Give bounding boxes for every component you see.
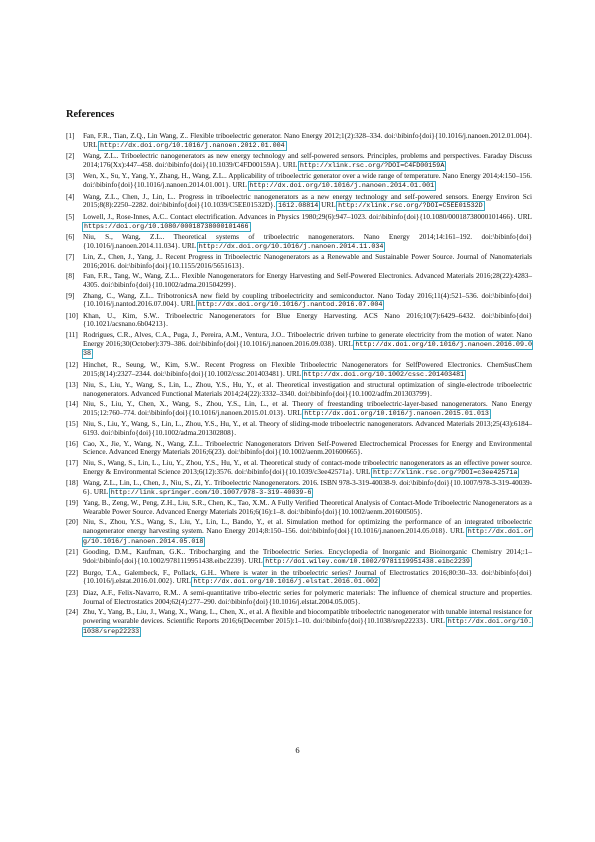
reference-item (66, 312, 532, 330)
reference-text: Rodrigues, C.R., Alves, C.A., Puga, J., Pereira, A.M., Ventura, J.O.. Triboelectric driven turbine to generate electricity from the motion of water. Nano Energy 2016;30(October):379–386. doi:\bibinfo{doi}{10.1016/j.nanoen.2016.09.038}. URL (83, 330, 532, 348)
reference-item (66, 331, 532, 359)
reference-url-link[interactable]: http://dx.doi.org/10.1016/j.nanoen.2015.01.013 (304, 410, 489, 419)
reference-item (66, 193, 532, 212)
reference-item (66, 172, 532, 191)
reference-url-link[interactable]: http://xlink.rsc.org/?DOI=C4FD00159A (299, 161, 445, 170)
reference-text: Wen, X., Su, Y., Yang, Y., Zhang, H., Wang, Z.L.. Applicability of triboelectric generator over a wide range of temperature. Nano Energy 2014;4:150–156. doi:\bibinfo{doi}{10.1016/j.nanoen.2014.01.001}. URL (83, 172, 532, 190)
reference-url-link[interactable]: http://dx.doi.org/10.1016/j.nanoen.2012.01.004 (100, 141, 285, 150)
reference-url-link[interactable]: 1612.08814 (278, 202, 319, 211)
reference-text: Burgo, T.A., Galembeck, F., Pollack, G.H.. Where is water in the triboelectric series? Journal of Electrostatics 2016;80:30–33. doi:\bibinfo{doi}{10.1016/j.elstat.2016.01.002}. URL (83, 568, 532, 586)
reference-number: [11] (66, 330, 78, 339)
reference-text: Gooding, D.M., Kaufman, G.K.. Tribocharging and the Triboelectric Series. Encyclopedia of Inorganic and Bioinorganic Chemistry 2014;:1–9doi:\bibinfo{doi}{10.1002/9781119951438.eibc2239}. URL (83, 548, 532, 566)
reference-item (66, 459, 532, 478)
reference-number: [4] (66, 192, 75, 201)
reference-item (66, 292, 532, 311)
reference-item (66, 233, 532, 252)
reference-item (66, 152, 532, 171)
reference-url-link[interactable]: http://dx.doi.org/10.1016/j.elstat.2016.01.002 (193, 578, 379, 587)
reference-number: [13] (66, 381, 79, 390)
reference-text: Wang, Z.L., Lin, L., Chen, J., Niu, S., Zi, Y.. Triboelectric Nanogenerators. 2016. ISBN 978-3-319-40038-9. doi:\bibinfo{doi}{10.1007/978-3-319-40039-6}. URL (83, 478, 532, 496)
reference-text: Fan, F.R., Tang, W., Wang, Z.L.. Flexible Nanogenerators for Energy Harvesting and Self-Powered Electronics. Advanced Materials 2016;28(22):4283–4305. doi:\bibinfo{doi}{10.1002/adma.201504299}. (83, 272, 532, 290)
reference-item (66, 132, 532, 151)
reference-number: [1] (66, 132, 75, 140)
reference-number: [7] (66, 253, 75, 262)
reference-number: [5] (66, 212, 75, 221)
reference-text: Niu, S., Wang, Z.L.. Theoretical systems of triboelectric nanogenerators. Nano Energy 2014;14:161–192. doi:\bibinfo{doi}{10.1016/j.nanoen.2014.11.034}. URL (83, 232, 532, 250)
reference-url-link[interactable]: http://xlink.rsc.org/?DOI=C5EE01532D (338, 202, 483, 211)
reference-text: Yang, B., Zeng, W., Peng, Z.H., Liu, S.R., Chen, K., Tao, X.M.. A Fully Verified Theoretical Analysis of Contact-Mode Triboelectric Nanogenerators as a Wearable Power Source. Advanced Energy Materials 2016;6(16):1–8. doi:\bibinfo{doi}{10.1002/aenm.201600505}. (83, 499, 532, 516)
reference-number: [8] (66, 272, 75, 281)
reference-url-link[interactable]: http://dx.doi.org/10.1002/cssc.201403481 (303, 370, 465, 379)
reference-item (66, 420, 532, 438)
reference-text: Niu, S., Liu, Y., Wang, S., Lin, L., Zhou, Y.S., Hu, Y., et al. Theory of sliding-mode triboelectric nanogenerators. Advanced Materials 2013;25(43):6184–6193. doi:\bibinfo{doi}{10.1002/adma.201302808}. (83, 420, 532, 438)
reference-text: Lowell, J., Rose-Innes, A.C.. Contact electrification. Advances in Physics 1980;29(6):947–1023. doi:\bibinfo{doi}{10.1080/00018738000101466}. URL (83, 212, 532, 221)
reference-number: [14] (66, 400, 79, 409)
references-heading: References (66, 109, 115, 120)
reference-text: Cao, X., Jie, Y., Wang, N., Wang, Z.L.. Triboelectric Nanogenerators Driven Self-Powered Electrochemical Processes for Energy and Environmental Science. Advanced Energy Materials 2016;6(23). doi:\bibinfo{doi}{10.1002/aenm.201600665}. (83, 439, 532, 457)
reference-number: [9] (66, 291, 75, 300)
reference-list (66, 132, 532, 636)
reference-item (66, 499, 532, 517)
reference-item (66, 381, 532, 399)
reference-text: Wang, Z.L.. Triboelectric nanogenerators as new energy technology and self-powered sensors. Principles, problems and perspectives. Faraday Discuss 2014;176(Xx):447–458. doi:\bibinfo{doi}{10.1039/C4FD00159A}. URL (83, 152, 532, 169)
reference-text-after: URL (319, 201, 338, 210)
reference-url-link[interactable]: http://dx.doi.org/10.1016/j.nanoen.2014.01.001 (249, 182, 435, 191)
reference-text: Hinchet, R., Seung, W., Kim, S.W.. Recent Progress on Flexible Triboelectric Nanogenerators for SelfPowered Electronics. ChemSusChem 2015;8(14):2327–2344. doi:\bibinfo{doi}{10.1002/cssc.201403481}. URL (83, 360, 532, 378)
reference-text: Lin, Z., Chen, J., Yang, J.. Recent Progress in Triboelectric Nanogenerators as a Renewable and Sustainable Power Source. Journal of Nanomaterials 2016;2016. doi:\bibinfo{doi}{10.1155/2016/5651613}. (83, 253, 532, 270)
reference-text: Fan, F.R., Tian, Z.Q., Lin Wang, Z.. Flexible triboelectric generator. Nano Energy 2012;1(2):328–334. doi:\bibinfo{doi}{10.1016/j.nanoen.2012.01.004}. URL (83, 132, 532, 149)
reference-url-link[interactable]: http://link.springer.com/10.1007/978-3-319-40039-6 (110, 488, 312, 497)
reference-item (66, 440, 532, 458)
reference-number: [16] (66, 439, 79, 448)
reference-url-link[interactable]: http://dx.doi.org/10.1016/j.nantod.2016.07.004 (197, 301, 383, 310)
reference-number: [3] (66, 172, 75, 181)
reference-url-link[interactable]: http://dx.doi.org/10.1016/j.nanoen.2014.05.018 (83, 528, 532, 546)
reference-text: Niu, S., Liu, Y., Chen, X., Wang, S., Zhou, Y.S., Lin, L., et al. Theory of freestanding triboelectric-layer-based nanogenerators. Nano Energy 2015;12:760–774. doi:\bibinfo{doi}{10.1016/j.nanoen.2015.01.013}. URL (83, 400, 532, 418)
reference-url-link[interactable]: http://dx.doi.org/10.1016/j.nanoen.2016.09.038 (83, 340, 532, 359)
reference-number: [12] (66, 360, 79, 369)
reference-url-link[interactable]: http://dx.doi.org/10.1016/j.nanoen.2014.11.034 (198, 242, 384, 251)
reference-url-link[interactable]: https://doi.org/10.1080/00018738000101466 (84, 222, 249, 231)
reference-item (66, 400, 532, 419)
reference-item (66, 479, 532, 498)
reference-number: [18] (66, 478, 79, 487)
reference-item (66, 589, 532, 607)
reference-number: [17] (66, 458, 79, 467)
reference-item (66, 548, 532, 567)
reference-item (66, 518, 532, 546)
reference-text: Zhang, C., Wang, Z.L.. TribotronicsA new field by coupling triboelectricity and semiconductor. Nano Today 2016;11(4):521–536. doi:\bibinfo{doi}{10.1016/j.nantod.2016.07.004}. URL (83, 291, 532, 309)
reference-text: Niu, S., Liu, Y., Wang, S., Lin, L., Zhou, Y.S., Hu, Y., et al. Theoretical investigation and structural optimization of single-electrode triboelectric nanogenerators. Advanced Functional Materials 2014;24(22):3332–3340. doi:\bibinfo{doi}{10.1002/adfm.201303799}. (83, 381, 532, 398)
reference-number: [21] (66, 548, 79, 557)
reference-url-link[interactable]: http://dx.doi.org/10.1038/srep22233 (83, 617, 532, 636)
reference-number: [10] (66, 311, 79, 320)
page-number: 6 (295, 745, 300, 755)
reference-text: Khan, U., Kim, S.W.. Triboelectric Nanogenerators for Blue Energy Harvesting. ACS Nano 2016;10(7):6429–6432. doi:\bibinfo{doi}{10.1021/acsnano.6b04213}. (83, 311, 532, 329)
reference-item (66, 569, 532, 588)
reference-item (66, 213, 532, 232)
reference-url-link[interactable]: http://doi.wiley.com/10.1002/9781119951438.eibc2239 (265, 558, 470, 567)
reference-text: Niu, S., Zhou, Y.S., Wang, S., Liu, Y., Lin, L., Bando, Y., et al. Simulation method for optimizing the performance of an integrated triboelectric nanogenerator energy harvesting system. Nano Energy 2014;8:150–156. doi:\bibinfo{doi}{10.1016/j.nanoen.2014.05.018}. URL (83, 518, 532, 536)
references-section (66, 109, 532, 638)
reference-text: Wang, Z.L., Chen, J., Lin, L.. Progress in triboelectric nanogenerators as a new energy technology and self-powered sensors. Energy Environ Sci 2015;8(8):2250–2282. doi:\bibinfo{doi}{10.1039/C5EE01532D}. (83, 192, 532, 210)
reference-item (66, 608, 532, 636)
reference-number: [15] (66, 420, 79, 429)
reference-item (66, 272, 532, 290)
reference-number: [6] (66, 232, 75, 241)
reference-number: [19] (66, 499, 79, 508)
reference-url-link[interactable]: http://xlink.rsc.org/?DOI=c3ee42571a (372, 468, 518, 477)
reference-item (66, 253, 532, 271)
reference-text: Zhu, Y., Yang, B., Liu, J., Wang, X., Wang, L., Chen, X., et al. A flexible and biocompatible triboelectric nanogenerator with tunable internal resistance for powering wearable devices. Scientific Reports 2016;6(December 2015):1–10. doi:\bibinfo{doi}{10.1038/srep22233}. URL (83, 607, 532, 625)
reference-number: [20] (66, 518, 79, 527)
reference-item (66, 361, 532, 380)
reference-text: Niu, S., Wang, S., Lin, L., Liu, Y., Zhou, Y.S., Hu, Y., et al. Theoretical study of contact-mode triboelectric nanogenerators as an effective power source. Energy & Environmental Science 2013;6(12):3576. doi:\bibinfo{doi}{10.1039/c3ee42571a}. URL (83, 458, 532, 476)
reference-number: [2] (66, 152, 75, 161)
reference-number: [23] (66, 588, 79, 597)
reference-number: [24] (66, 607, 79, 616)
reference-number: [22] (66, 568, 79, 577)
reference-text: Diaz, A.F., Felix-Navarro, R.M.. A semi-quantitative tribo-electric series for polymeric materials: The influence of chemical structure and properties. Journal of Electrostatics 2004;62(4):277–290. doi:\bibinfo{doi}{10.1016/j.elstat.2004.05.005}. (83, 588, 532, 606)
